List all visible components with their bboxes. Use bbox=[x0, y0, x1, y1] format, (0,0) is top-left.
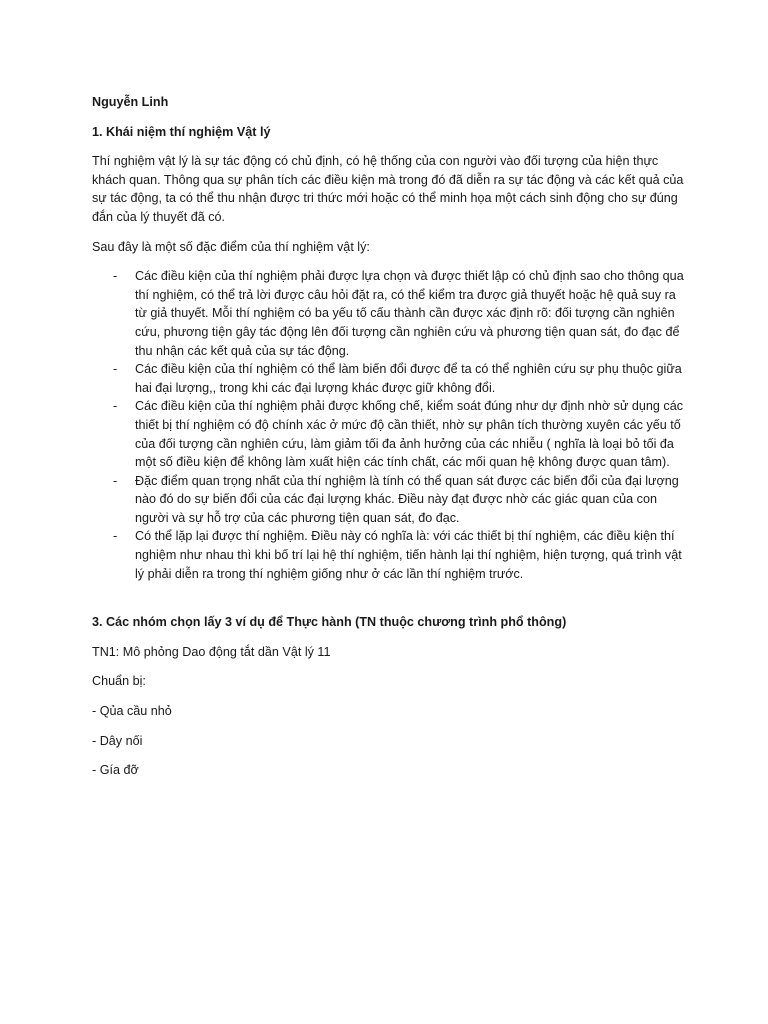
experiment-title: TN1: Mô phỏng Dao động tắt dần Vật lý 11 bbox=[92, 644, 331, 659]
feature-text: Các điều kiện của thí nghiệm phải được lựa chọn và được thiết lập có chủ định sao cho thông qua thí nghiệm, có thể trả lời được câu hỏi đặt ra, có thể kiểm tra được giả thuyết hoặc hệ quả suy ra từ giả thuyết. Mỗi thí nghiệm có ba yếu tố cấu thành cần được xác định rõ: đối tượng cần nghiên cứu, phương tiện gây tác động lên đối tượng cần nghiên cứu và phương tiện quan sát, đo đạc để thu nhận các kết quả của sự tác động. bbox=[135, 269, 684, 358]
material-item: - Dây nối bbox=[92, 733, 143, 748]
features-list bbox=[92, 267, 686, 583]
feature-text: Có thể lặp lại được thí nghiệm. Điều này có nghĩa là: với các thiết bị thí nghiệm, các điều kiện thí nghiệm như nhau thì khi bố trí lại hệ thí nghiệm, tiến hành lại thí nghiệm, hiện tượng, quá trình vật lý phải diễn ra trong thí nghiệm giống như ở các lần thí nghiệm trước. bbox=[135, 529, 682, 581]
material-item: - Gía đỡ bbox=[92, 763, 139, 778]
feature-text: Các điều kiện của thí nghiệm phải được khống chế, kiểm soát đúng như dự định nhờ sử dụng các thiết bị thí nghiệm có độ chính xác ở mức độ cần thiết, nhờ sự phân tích thường xuyên các yếu tố của đối tượng cần nghiên cứu, làm giảm tối đa ảnh hưởng của các nhiễu ( nghĩa là loại bỏ tối đa một số điều kiện để không làm xuất hiện các tính chất, các mối quan hệ không được quan tâm). bbox=[135, 399, 684, 470]
feature-item-5 bbox=[92, 527, 686, 583]
preparation-label: Chuẩn bị: bbox=[92, 674, 146, 689]
feature-text: Các điều kiện của thí nghiệm có thể làm biến đổi được để ta có thể nghiên cứu sự phụ thuộc giữa hai đại lượng,, trong khi các đại lượng khác được giữ không đổi. bbox=[135, 362, 682, 395]
document-page bbox=[92, 93, 686, 780]
bullet-dash: - bbox=[113, 269, 118, 284]
feature-item-4 bbox=[92, 472, 686, 528]
feature-item-2 bbox=[92, 360, 686, 397]
features-intro: Sau đây là một số đặc điểm của thí nghiệm vật lý: bbox=[92, 239, 370, 254]
feature-text: Đặc điểm quan trọng nhất của thí nghiệm là tính có thể quan sát được các biến đổi của đại lượng nào đó do sự biến đổi của các đại lượng khác. Điều này đạt được nhờ các giác quan của con người và sự hỗ trợ của các phương tiện quan sát, đo đạc. bbox=[135, 473, 679, 525]
material-item: - Qủa cầu nhỏ bbox=[92, 704, 172, 719]
bullet-dash: - bbox=[113, 473, 118, 488]
bullet-dash: - bbox=[113, 399, 118, 414]
bullet-dash: - bbox=[113, 529, 118, 544]
feature-item-1 bbox=[92, 267, 686, 360]
author-name: Nguyễn Linh bbox=[92, 95, 169, 109]
bullet-dash: - bbox=[113, 362, 118, 377]
feature-item-3 bbox=[92, 397, 686, 471]
definition-paragraph: Thí nghiệm vật lý là sự tác động có chủ định, có hệ thống của con người vào đối tượng của hiện thực khách quan. Thông qua sự phân tích các điều kiện mà trong đó đã diễn ra sự tác động và các kết quả của sự tác động, ta có thể thu nhận được tri thức mới hoặc có thể minh họa một cách sinh động cho sự đúng đắn của lý thuyết đã có. bbox=[92, 154, 684, 224]
section-1-heading: 1. Khái niệm thí nghiệm Vật lý bbox=[92, 124, 271, 139]
section-3-heading: 3. Các nhóm chọn lấy 3 ví dụ để Thực hành (TN thuộc chương trình phổ thông) bbox=[92, 615, 567, 630]
